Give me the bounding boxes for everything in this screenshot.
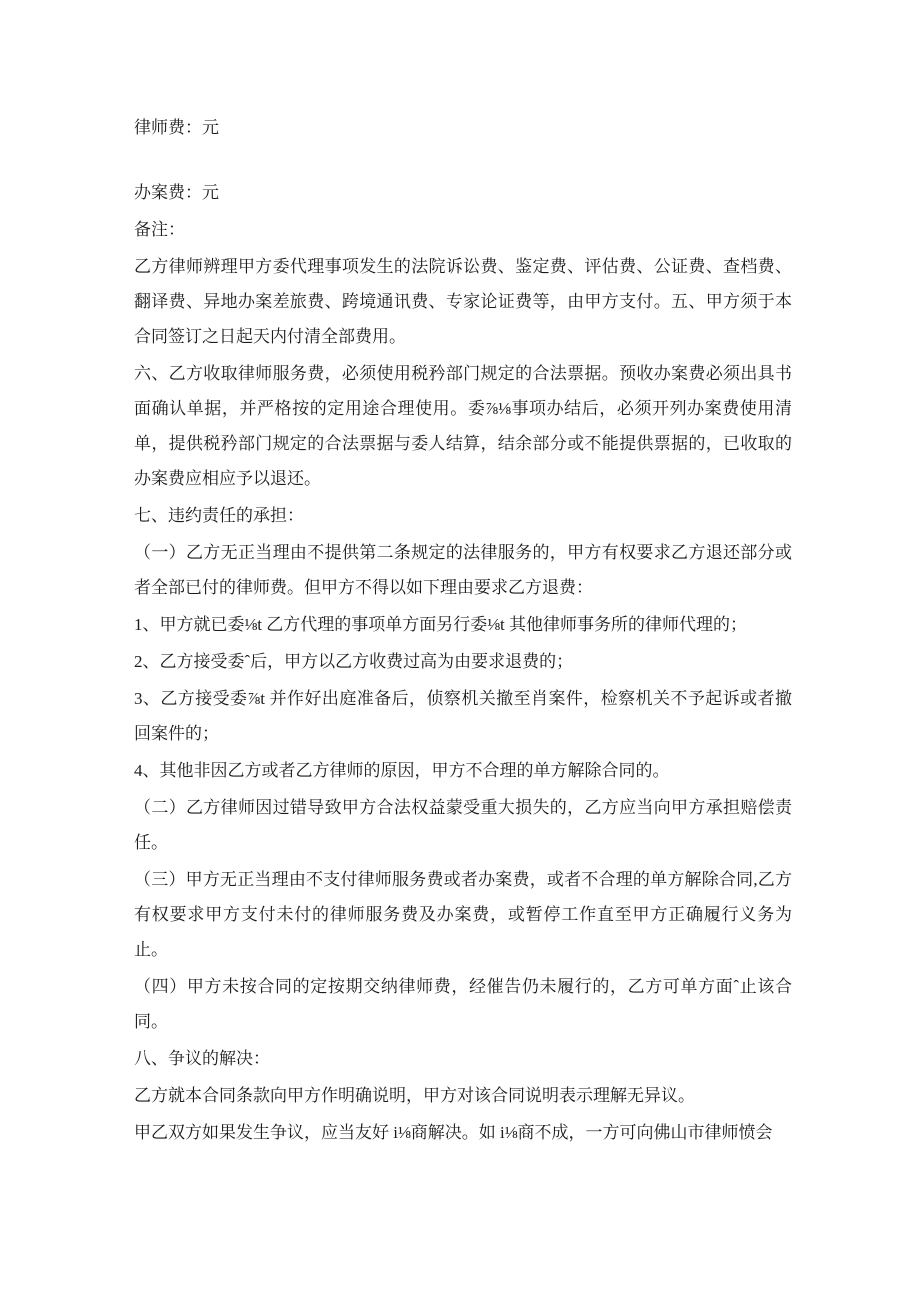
blank-line [134, 147, 792, 173]
clause-eight-statement-2: 甲乙双方如果发生争议，应当友好 i⅛商解决。如 i⅛商不成，一方可向佛山市律师愤会 [134, 1123, 773, 1142]
clause-seven-heading: 七、违约责任的承担： [134, 506, 304, 525]
clause-five-paragraph: 乙方律师辨理甲方委代理事项发生的法院诉讼费、鉴定费、评估费、公证费、查档费、翻译费、异地办案差旅费、跨境通讯费、专家论证费等，由甲方支付。五、甲方须于本合同签订之日起天内付清全部费用。 [134, 257, 792, 346]
clause-seven-item-two: （二）乙方律师因过错导致甲方合法权益蒙受重大损失的，乙方应当向甲方承担赔偿责任。 [134, 798, 792, 852]
clause-eight-heading: 八、争议的解决： [134, 1049, 270, 1068]
clause-seven-item-one: （一）乙方无正当理由不提供第二条规定的法律服务的，甲方有权要求乙方退还部分或者全部已付的律师费。但甲方不得以如下理由要求乙方退费： [134, 543, 792, 597]
clause-seven-subitem-3: 3、乙方接受委⅞t 并作好出庭准备后，侦察机关撤至肖案件，检察机关不予起诉或者撤回案件的； [134, 689, 792, 743]
lawyer-fee-line: 律师费：元 [134, 118, 219, 137]
case-fee-line: 办案费：元 [134, 183, 219, 202]
clause-seven-item-three: （三）甲方无正当理由不支付律师服务费或者办案费，或者不合理的单方解除合同,乙方有权要求甲方支付未付的律师服务费及办案费，或暂停工作直至甲方正确履行义务为止。 [134, 870, 792, 959]
clause-seven-subitem-2: 2、乙方接受委ˆ后，甲方以乙方收费过高为由要求退费的； [134, 652, 574, 671]
clause-seven-subitem-4: 4、其他非因乙方或者乙方律师的原因，甲方不合理的单方解除合同的。 [134, 761, 670, 780]
clause-six-paragraph: 六、乙方收取律师服务费，必须使用税矜部门规定的合法票据。预收办案费必须出具书面确认单据，并严格按的定用途合理使用。委⅞⅛事项办结后，必须开列办案费使用清单，提供税矜部门规定的合法票据与委人结算，结余部分或不能提供票据的，已收取的办案费应相应予以退还。 [134, 364, 792, 488]
remarks-line: 备注： [134, 220, 185, 239]
clause-seven-item-four: （四）甲方未按合同的定按期交纳律师费，经催告仍未履行的，乙方可单方面ˆ止该合同。 [134, 977, 792, 1031]
clause-seven-subitem-1: 1、甲方就已委⅛t 乙方代理的事项单方面另行委⅛t 其他律师事务所的律师代理的； [134, 615, 747, 634]
contract-text-body [134, 110, 792, 1152]
clause-eight-statement-1: 乙方就本合同条款向甲方作明确说明，甲方对该合同说明表示理解无异议。 [134, 1086, 695, 1105]
